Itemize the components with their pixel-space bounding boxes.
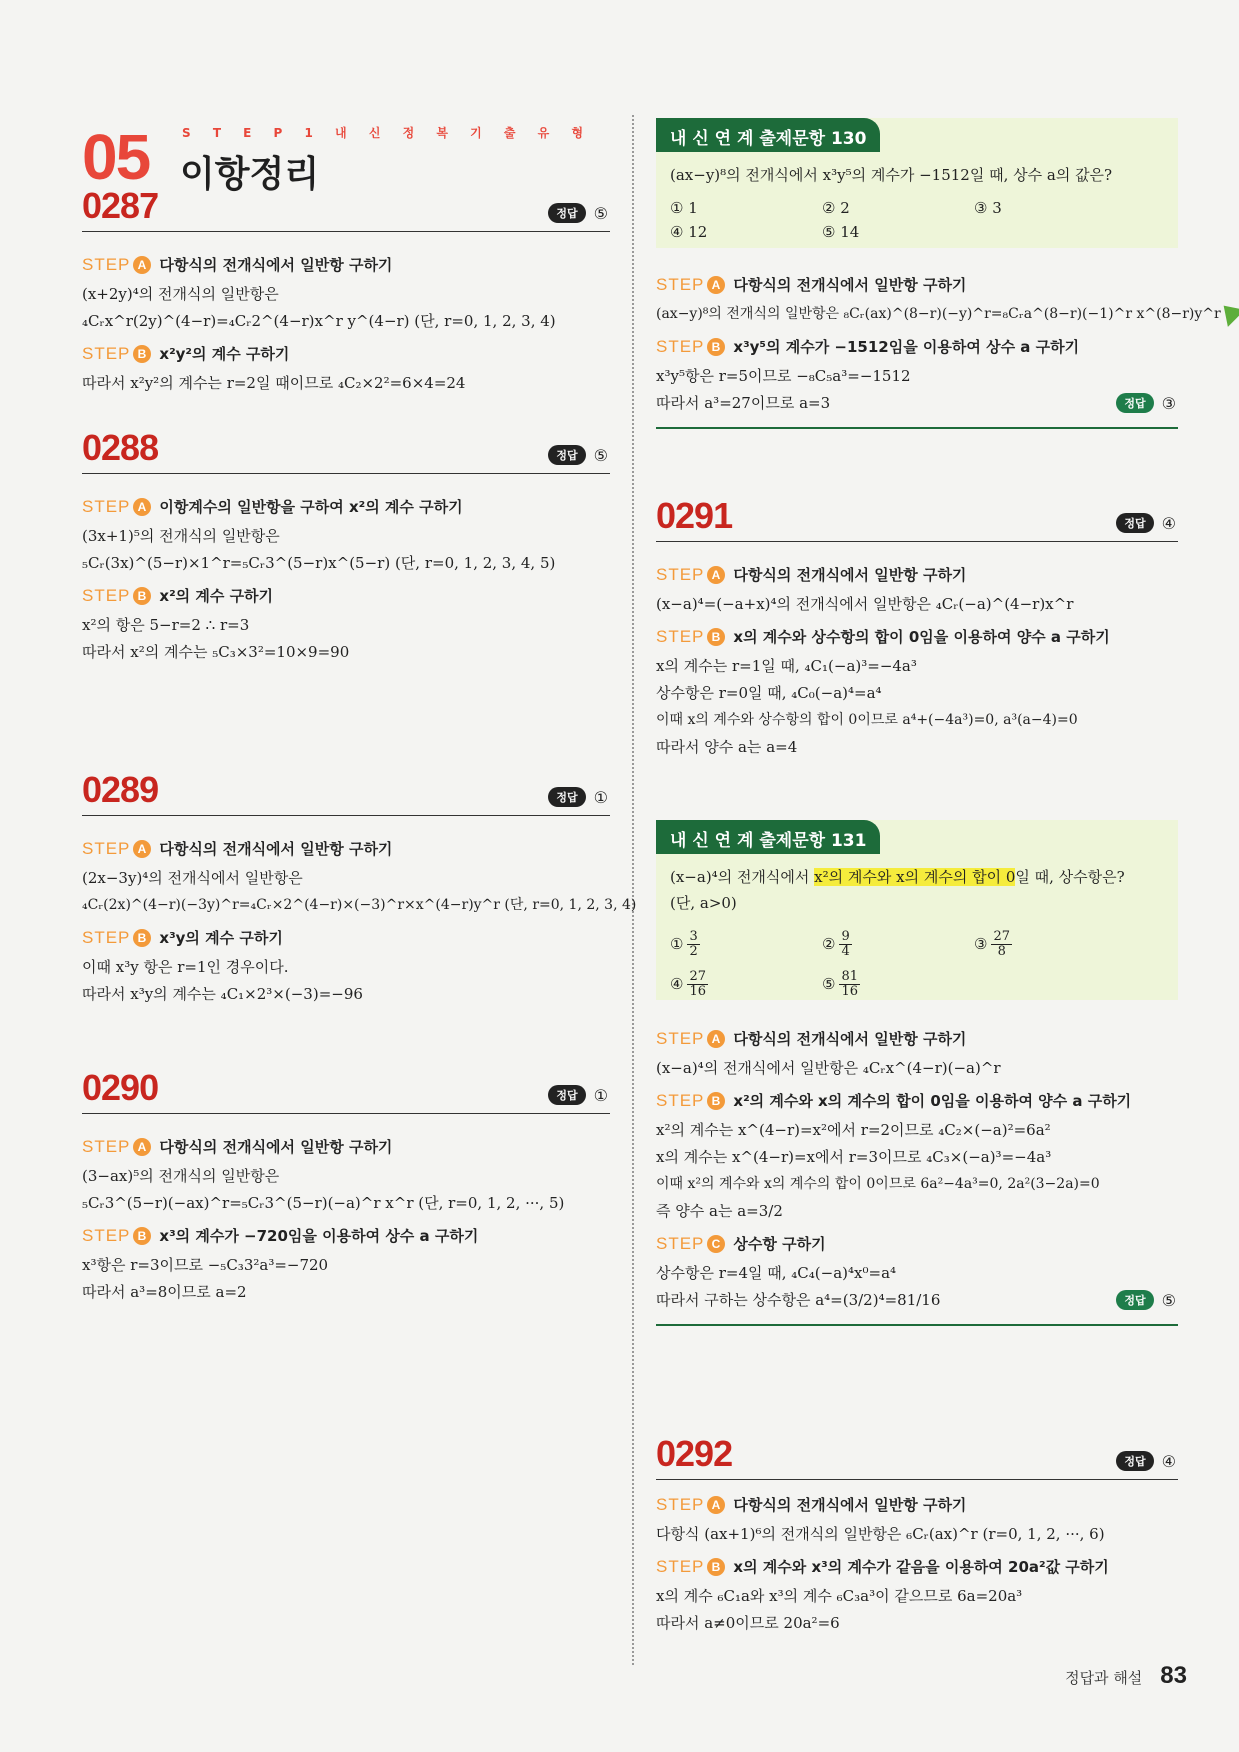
question-text: (x−a)⁴의 전개식에서 x²의 계수와 x의 계수의 합이 0일 때, 상수항은? — [670, 868, 1125, 886]
step-a: STEP A 이항계수의 일반항을 구하여 x²의 계수 구하기 — [82, 496, 463, 516]
solution-line: 즉 양수 a는 a=3/2 — [656, 1202, 783, 1220]
solution-line: ₄Cᵣx^r(2y)^(4−r)=₄Cᵣ2^(4−r)x^r y^(4−r) (단, r=0, 1, 2, 3, 4) — [82, 312, 556, 330]
choice: ② 2 — [822, 199, 850, 217]
step-b: STEP B x²의 계수와 x의 계수의 합이 0임을 이용하여 양수 a 구하기 — [656, 1090, 1132, 1110]
answer-badge: 정답 — [548, 203, 585, 223]
solution-line: 따라서 a³=8이므로 a=2 — [82, 1283, 247, 1301]
step-b: STEP B x³의 계수가 −720임을 이용하여 상수 a 구하기 — [82, 1225, 479, 1245]
solution-line: 따라서 x²y²의 계수는 r=2일 때이므로 ₄C₂×2²=6×4=24 — [82, 374, 466, 392]
answer-value: ① — [593, 787, 608, 807]
choices — [670, 924, 1164, 1004]
solution-line: 따라서 구하는 상수항은 a⁴=(3/2)⁴=81/16 — [656, 1291, 941, 1309]
answer — [548, 445, 608, 465]
solution-line: 이때 x의 계수와 상수항의 합이 0이므로 a⁴+(−4a³)=0, a³(a−4)=0 — [656, 712, 1078, 728]
solution-line: 따라서 x³y의 계수는 ₄C₁×2³×(−3)=−96 — [82, 985, 363, 1003]
choice: ⑤ 81 16 — [822, 968, 858, 999]
solution-line: 따라서 양수 a는 a=4 — [656, 738, 798, 756]
step-title: x³y⁵의 계수가 −1512임을 이용하여 상수 a 구하기 — [733, 338, 1080, 356]
step-title: 다항식의 전개식에서 일반항 구하기 — [733, 276, 967, 294]
step-title: 다항식의 전개식에서 일반항 구하기 — [159, 1138, 393, 1156]
problem-0289 — [82, 769, 637, 1008]
step-title: 다항식의 전개식에서 일반항 구하기 — [159, 840, 393, 858]
question-condition: (단, a>0) — [670, 894, 737, 912]
column-divider — [632, 115, 634, 1665]
problem-header — [82, 428, 610, 474]
step-title: 다항식의 전개식에서 일반항 구하기 — [159, 256, 393, 274]
solution-line: 따라서 a≠0이므로 20a²=6 — [656, 1614, 840, 1632]
problem-header — [656, 496, 1178, 542]
answer-badge: 정답 — [548, 787, 585, 807]
solution-line: 상수항은 r=4일 때, ₄C₄(−a)⁴x⁰=a⁴ — [656, 1264, 897, 1282]
answer — [548, 203, 608, 223]
linked-problem-130 — [656, 118, 1178, 248]
solution-line: ₅Cᵣ3^(5−r)(−ax)^r=₅Cᵣ3^(5−r)(−a)^r x^r (단, r=0, 1, 2, ···, 5) — [82, 1194, 565, 1212]
solution-line: (x−a)⁴의 전개식에서 일반항은 ₄Cᵣx^(4−r)(−a)^r — [656, 1059, 1001, 1077]
problem-0291 — [656, 496, 1178, 761]
solution-line: ₄Cᵣ(2x)^(4−r)(−3y)^r=₄Cᵣ×2^(4−r)×(−3)^r×x^(4−r)y^r (단, r=0, 1, 2, 3, 4) — [82, 897, 637, 913]
solution-line: (ax−y)⁸의 전개식의 일반항은 ₈Cᵣ(ax)^(8−r)(−y)^r=₈Cᵣa^(8−r)(−1)^r x^(8−r)y^r — [656, 306, 1221, 322]
solution-line: 따라서 x²의 계수는 ₅C₃×3²=10×9=90 — [82, 643, 350, 661]
solution-line: x의 계수는 r=1일 때, ₄C₁(−a)³=−4a³ — [656, 657, 917, 675]
step-b: STEP B x³y의 계수 구하기 — [82, 927, 283, 947]
answer-badge: 정답 — [1116, 513, 1153, 533]
problem-header — [656, 1434, 1178, 1480]
problem-0288 — [82, 428, 610, 666]
step-title: x의 계수와 상수항의 합이 0임을 이용하여 양수 a 구하기 — [733, 628, 1110, 646]
step-title: 다항식의 전개식에서 일반항 구하기 — [733, 566, 967, 584]
choice: ⑤ 14 — [822, 223, 860, 241]
choice: ② 9 4 — [822, 928, 850, 959]
step-a: STEP A 다항식의 전개식에서 일반항 구하기 — [656, 274, 967, 294]
choice: ④ 12 — [670, 223, 708, 241]
step-title: 다항식의 전개식에서 일반항 구하기 — [733, 1030, 967, 1048]
solution-line: (3x+1)⁵의 전개식의 일반항은 — [82, 527, 280, 545]
step-a: STEP A 다항식의 전개식에서 일반항 구하기 — [82, 838, 393, 858]
answer-badge: 정답 — [548, 445, 585, 465]
step-a: STEP A 다항식의 전개식에서 일반항 구하기 — [656, 1494, 967, 1514]
answer-value: ③ — [1161, 393, 1176, 413]
step-b: STEP B x²의 계수 구하기 — [82, 585, 274, 605]
step-title: x³의 계수가 −720임을 이용하여 상수 a 구하기 — [159, 1227, 479, 1245]
page-number: 83 — [1160, 1662, 1187, 1689]
choice: ① 3 2 — [670, 928, 698, 959]
answer-badge: 정답 — [1116, 1451, 1153, 1471]
answer-badge: 정답 — [548, 1085, 585, 1105]
problem-header — [82, 770, 610, 816]
solution-line: (2x−3y)⁴의 전개식에서 일반항은 — [82, 869, 303, 887]
chapter-title: 이항정리 — [180, 154, 320, 195]
highlight: x²의 계수와 x의 계수의 합이 0 — [814, 868, 1016, 886]
problem-number: 0287 — [82, 185, 159, 226]
solution-line: 상수항은 r=0일 때, ₄C₀(−a)⁴=a⁴ — [656, 684, 882, 702]
step-title: x²y²의 계수 구하기 — [159, 345, 290, 363]
page-edge-marker — [1215, 297, 1239, 327]
step-a: STEP A 다항식의 전개식에서 일반항 구하기 — [82, 1136, 393, 1156]
choices — [670, 196, 1164, 244]
solution-line: x²의 계수는 x^(4−r)=x²에서 r=2이므로 ₄C₂×(−a)²=6a² — [656, 1121, 1051, 1139]
solution-line: x³항은 r=3이므로 −₅C₃3²a³=−720 — [82, 1256, 329, 1274]
problem-header — [82, 1068, 610, 1114]
answer — [548, 1085, 608, 1105]
solution-line: 다항식 (ax+1)⁶의 전개식의 일반항은 ₆Cᵣ(ax)^r (r=0, 1, 2, ···, 6) — [656, 1525, 1105, 1543]
solution-line: x의 계수 ₆C₁a와 x³의 계수 ₆C₃a³이 같으므로 6a=20a³ — [656, 1587, 1023, 1605]
step-c: STEP C 상수항 구하기 — [656, 1233, 826, 1253]
footer-label: 정답과 해설 — [1065, 1669, 1143, 1687]
page-footer — [1065, 1662, 1187, 1690]
answer — [1116, 513, 1176, 533]
step-b: STEP B x의 계수와 상수항의 합이 0임을 이용하여 양수 a 구하기 — [656, 626, 1110, 646]
step-a: STEP A 다항식의 전개식에서 일반항 구하기 — [656, 564, 967, 584]
problem-number: 0292 — [656, 1433, 733, 1474]
answer — [548, 787, 608, 807]
answer-value: ⑤ — [593, 445, 608, 465]
answer-badge: 정답 — [1116, 1290, 1153, 1310]
answer — [1116, 1451, 1176, 1471]
chapter-header — [82, 120, 602, 195]
linked-problem-label: 내 신 연 계 출제문항 130 — [656, 118, 880, 152]
solution-line: (x−a)⁴=(−a+x)⁴의 전개식에서 일반항은 ₄Cᵣ(−a)^(4−r)x^r — [656, 595, 1074, 613]
answer-value: ⑤ — [1161, 1290, 1176, 1310]
answer-value: ① — [593, 1085, 608, 1105]
chapter-number: 05 — [82, 121, 150, 193]
step-title: x²의 계수와 x의 계수의 합이 0임을 이용하여 양수 a 구하기 — [733, 1092, 1132, 1110]
step-title: x의 계수와 x³의 계수가 같음을 이용하여 20a²값 구하기 — [733, 1558, 1109, 1576]
solution-line: x²의 항은 5−r=2 ∴ r=3 — [82, 616, 250, 634]
problem-0287 — [82, 186, 610, 397]
answer-value: ⑤ — [593, 203, 608, 223]
section-divider — [656, 427, 1178, 429]
section-divider — [656, 1324, 1178, 1326]
choice: ① 1 — [670, 199, 698, 217]
problem-number: 0289 — [82, 769, 159, 810]
problem-number: 0290 — [82, 1067, 159, 1108]
solution-line: 이때 x²의 계수와 x의 계수의 합이 0이므로 6a²−4a³=0, 2a²(3−2a)=0 — [656, 1176, 1100, 1192]
choice: ③ 3 — [974, 199, 1002, 217]
step-b: STEP B x의 계수와 x³의 계수가 같음을 이용하여 20a²값 구하기 — [656, 1556, 1109, 1576]
problem-number: 0291 — [656, 495, 733, 536]
step-title: 이항계수의 일반항을 구하여 x²의 계수 구하기 — [159, 498, 463, 516]
problem-header — [82, 186, 610, 232]
linked-131-solution — [656, 1020, 1178, 1326]
solution-line: 따라서 a³=27이므로 a=3 — [656, 394, 831, 412]
choice: ④ 27 16 — [670, 968, 706, 999]
step-title: 상수항 구하기 — [733, 1235, 826, 1253]
step-b: STEP B x²y²의 계수 구하기 — [82, 343, 290, 363]
step-title: 다항식의 전개식에서 일반항 구하기 — [733, 1496, 967, 1514]
choice: ③ 27 8 — [974, 928, 1010, 959]
answer-badge: 정답 — [1116, 393, 1153, 413]
answer-value: ④ — [1161, 1451, 1176, 1471]
problem-0292 — [656, 1434, 1178, 1637]
solution-line: (3−ax)⁵의 전개식의 일반항은 — [82, 1167, 280, 1185]
step-b: STEP B x³y⁵의 계수가 −1512임을 이용하여 상수 a 구하기 — [656, 336, 1080, 356]
answer-value: ④ — [1161, 513, 1176, 533]
solution-line: (x+2y)⁴의 전개식의 일반항은 — [82, 285, 279, 303]
step-a: STEP A 다항식의 전개식에서 일반항 구하기 — [82, 254, 393, 274]
step-title: x³y의 계수 구하기 — [159, 929, 283, 947]
linked-130-solution — [656, 266, 1221, 429]
solution-line: x³y⁵항은 r=5이므로 −₈C₅a³=−1512 — [656, 367, 911, 385]
linked-problem-131 — [656, 820, 1178, 1000]
step-title: x²의 계수 구하기 — [159, 587, 274, 605]
solution-line: ₅Cᵣ(3x)^(5−r)×1^r=₅Cᵣ3^(5−r)x^(5−r) (단, r=0, 1, 2, 3, 4, 5) — [82, 554, 556, 572]
solution-line: x의 계수는 x^(4−r)=x에서 r=3이므로 ₄C₃×(−a)³=−4a³ — [656, 1148, 1052, 1166]
linked-problem-label: 내 신 연 계 출제문항 131 — [656, 820, 880, 854]
problem-0290 — [82, 1068, 610, 1306]
solution-line: 이때 x³y 항은 r=1인 경우이다. — [82, 958, 289, 976]
problem-number: 0288 — [82, 427, 159, 468]
answer — [1116, 1290, 1176, 1310]
step-a: STEP A 다항식의 전개식에서 일반항 구하기 — [656, 1028, 967, 1048]
answer — [1116, 393, 1176, 413]
chapter-step-label: S T E P 1 내 신 정 복 기 출 유 형 — [182, 126, 593, 140]
question-text: (ax−y)⁸의 전개식에서 x³y⁵의 계수가 −1512일 때, 상수 a의 값은? — [670, 166, 1113, 184]
